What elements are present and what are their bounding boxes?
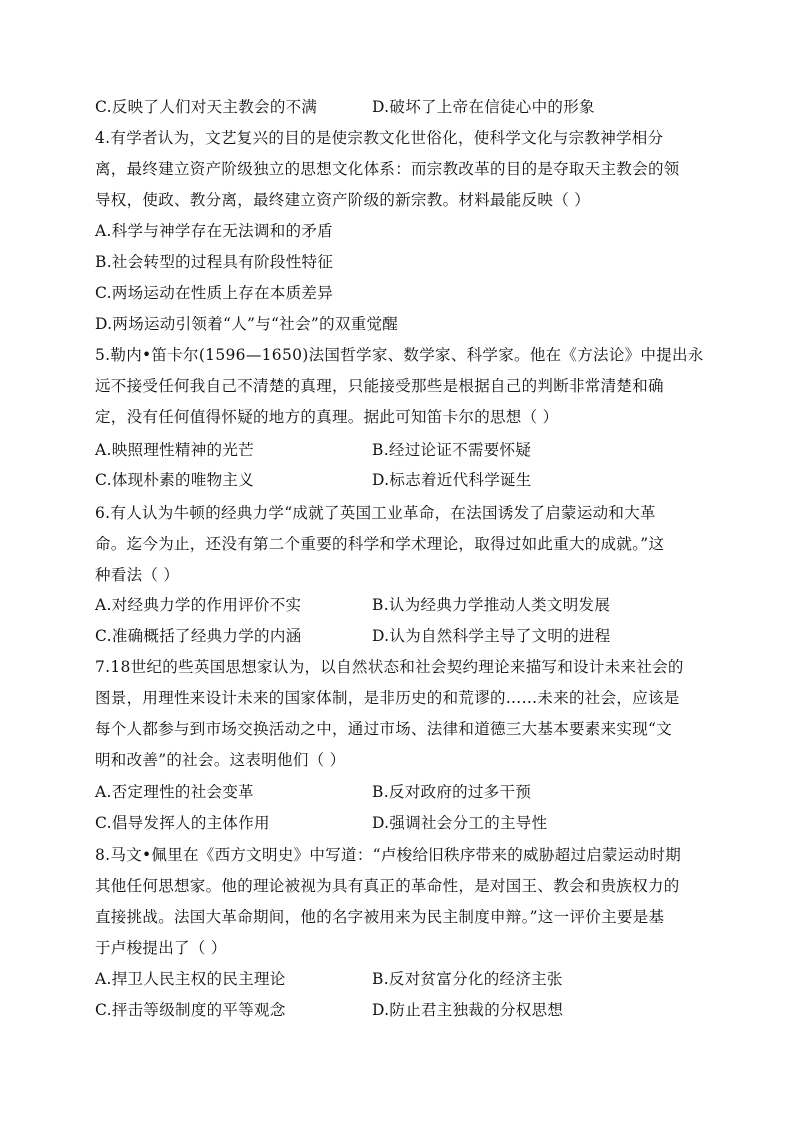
q6-option-c: C.准确概括了经典力学的内涵 <box>95 627 302 645</box>
q5-stem-line: 远不接受任何我自己不清楚的真理，只能接受那些是根据自己的判断非常清楚和确 <box>95 377 664 395</box>
q4-stem-line: 4.有学者认为，文艺复兴的目的是使宗教文化世俗化，使科学文化与宗教神学相分 <box>95 129 664 147</box>
q4-stem-line: 导权，使政、教分离，最终建立资产阶级的新宗教。材料最能反映（ ） <box>95 191 591 209</box>
q8-stem-line: 其他任何思想家。他的理论被视为具有真正的革命性，是对国王、教会和贵族权力的 <box>95 877 680 895</box>
q7-stem-line: 每个人都参与到市场交换活动之中，通过市场、法律和道德三大基本要素来实现“文 <box>95 720 673 738</box>
q3-option-c: C.反映了人们对天主教会的不满 <box>95 98 318 116</box>
q7-stem-line: 图景，用理性来设计未来的国家体制，是非历史的和荒谬的……未来的社会，应该是 <box>95 689 680 707</box>
q8-stem-line: 于卢梭提出了（ ） <box>95 939 227 957</box>
q6-stem-line: 种看法（ ） <box>95 566 180 584</box>
q8-stem-line: 8.马文•佩里在《西方文明史》中写道：“卢梭给旧秩序带来的威胁超过启蒙运动时期 <box>95 846 682 864</box>
q6-stem-line: 命。迄今为止，还没有第二个重要的科学和学术理论，取得过如此重大的成就。”这 <box>95 535 665 553</box>
q4-option-b: B.社会转型的过程具有阶段性特征 <box>95 253 334 271</box>
q8-option-a: A.捍卫人民主权的民主理论 <box>95 970 286 988</box>
q5-option-d: D.标志着近代科学诞生 <box>372 471 532 489</box>
q6-option-d: D.认为自然科学主导了文明的进程 <box>372 627 611 645</box>
q6-stem-line: 6.有人认为牛顿的经典力学“成就了英国工业革命，在法国诱发了启蒙运动和大革 <box>95 504 656 522</box>
q5-option-a: A.映照理性精神的光芒 <box>95 441 254 459</box>
q5-option-b: B.经过论证不需要怀疑 <box>372 441 532 459</box>
q6-option-b: B.认为经典力学推动人类文明发展 <box>372 596 611 614</box>
q4-option-a: A.科学与神学存在无法调和的矛盾 <box>95 222 333 240</box>
q8-option-b: B.反对贫富分化的经济主张 <box>372 970 563 988</box>
q5-stem-line: 定，没有任何值得怀疑的地方的真理。据此可知笛卡尔的思想（ ） <box>95 408 559 426</box>
q8-option-c: C.抨击等级制度的平等观念 <box>95 1001 286 1019</box>
q3-option-d: D.破坏了上帝在信徒心中的形象 <box>372 98 595 116</box>
q7-option-a: A.否定理性的社会变革 <box>95 783 254 801</box>
q7-option-b: B.反对政府的过多干预 <box>372 783 532 801</box>
q7-stem-line: 明和改善”的社会。这表明他们（ ） <box>95 751 346 769</box>
q5-stem-line: 5.勒内•笛卡尔(1596—1650)法国哲学家、数学家、科学家。他在《方法论》中提出永 <box>95 346 704 364</box>
q8-option-d: D.防止君主独裁的分权思想 <box>372 1001 564 1019</box>
q4-stem-line: 离，最终建立资产阶级独立的思想文化体系：而宗教改革的目的是夺取天主教会的领 <box>95 160 680 178</box>
q5-option-c: C.体现朴素的唯物主义 <box>95 471 255 489</box>
q4-option-d: D.两场运动引领着“人”与“社会”的双重觉醒 <box>95 315 399 333</box>
q7-stem-line: 7.18世纪的些英国思想家认为，以自然状态和社会契约理论来描写和设计未来社会的 <box>95 658 684 676</box>
q4-option-c: C.两场运动在性质上存在本质差异 <box>95 284 334 302</box>
q6-option-a: A.对经典力学的作用评价不实 <box>95 596 302 614</box>
q8-stem-line: 直接挑战。法国大革命期间，他的名字被用来为民主制度申辩。”这一评价主要是基 <box>95 908 665 926</box>
q7-option-d: D.强调社会分工的主导性 <box>372 814 548 832</box>
q7-option-c: C.倡导发挥人的主体作用 <box>95 814 270 832</box>
